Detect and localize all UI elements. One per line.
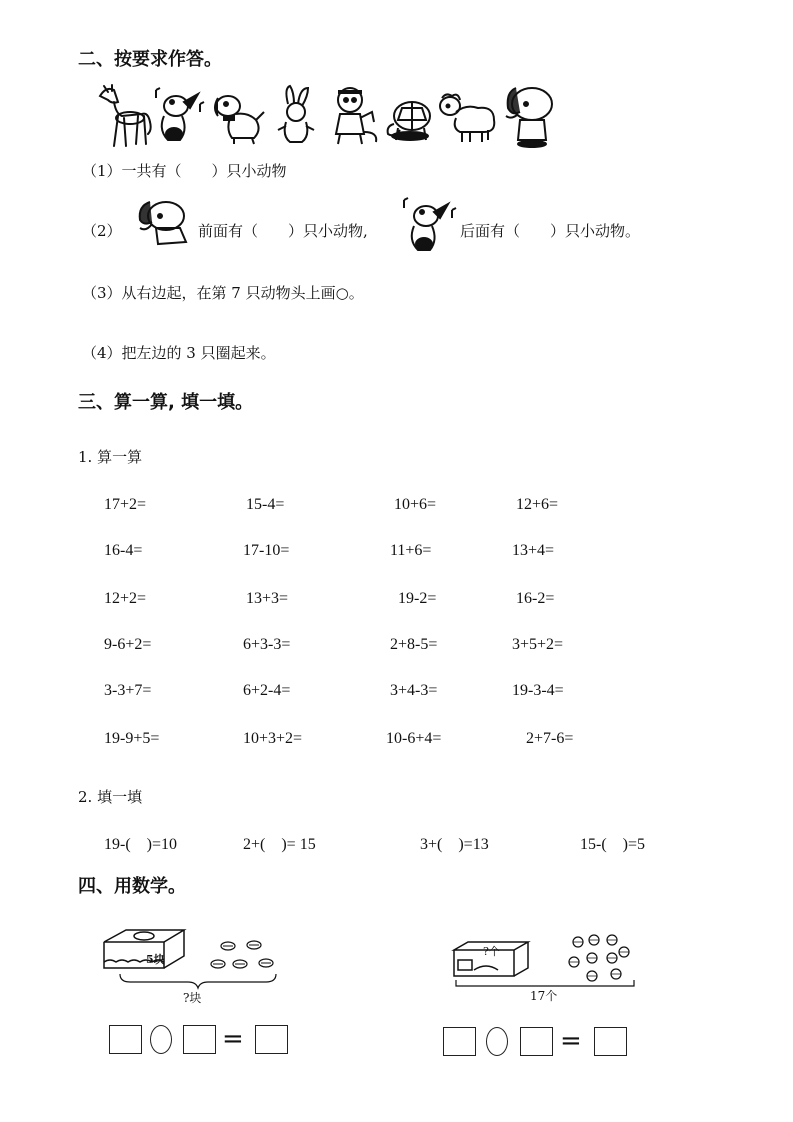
elephant-icon bbox=[502, 82, 558, 148]
equation: 3+4-3= bbox=[390, 682, 438, 699]
answer-box-1[interactable] bbox=[109, 1025, 142, 1054]
answer-box-1[interactable] bbox=[443, 1027, 476, 1056]
sheep-icon bbox=[436, 88, 500, 146]
equation: 12+6= bbox=[516, 496, 559, 513]
subsection-calculate: 1. 算一算 bbox=[78, 448, 143, 466]
equation: 3-3+7= bbox=[104, 682, 152, 699]
equation: 19-2= bbox=[398, 590, 437, 607]
answer-box-2[interactable] bbox=[520, 1027, 553, 1056]
equals-sign: = bbox=[560, 1026, 582, 1056]
dog-icon bbox=[208, 86, 268, 148]
equation: 9-6+2= bbox=[104, 636, 152, 653]
rabbit-icon bbox=[270, 84, 322, 148]
fill-equation: 2+( )= 15 bbox=[243, 836, 316, 853]
equation: 6+2-4= bbox=[243, 682, 291, 699]
equation: 10-6+4= bbox=[386, 730, 442, 747]
section4-title: 四、用数学。 bbox=[78, 876, 186, 897]
equation: 2+8-5= bbox=[390, 636, 438, 653]
equation: 2+7-6= bbox=[526, 730, 574, 747]
equation: 12+2= bbox=[104, 590, 147, 607]
answer-box-result[interactable] bbox=[594, 1027, 627, 1056]
monkey-icon bbox=[324, 82, 382, 148]
answer-box-result[interactable] bbox=[255, 1025, 288, 1054]
singing-bird-icon bbox=[150, 84, 208, 148]
equation: 17+2= bbox=[104, 496, 147, 513]
equation: 19-3-4= bbox=[512, 682, 564, 699]
section2-title: 二、按要求作答。 bbox=[78, 49, 222, 70]
question-1: （1）一共有（ ）只小动物 bbox=[82, 162, 287, 180]
subsection-fill: 2. 填一填 bbox=[78, 788, 143, 806]
question-4: （4）把左边的 3 只圈起来。 bbox=[82, 344, 276, 362]
question-3: （3）从右边起，在第 7 只动物头上画○。 bbox=[82, 284, 364, 302]
equation: 10+6= bbox=[394, 496, 437, 513]
equals-sign: = bbox=[222, 1024, 244, 1054]
fill-equation: 19-( )=10 bbox=[104, 836, 178, 853]
equation: 6+3-3= bbox=[243, 636, 291, 653]
equation: 17-10= bbox=[243, 542, 290, 559]
answer-box-2[interactable] bbox=[183, 1025, 216, 1054]
turtle-icon bbox=[384, 94, 436, 146]
equation: 19-9+5= bbox=[104, 730, 160, 747]
question-2-number: （2） bbox=[82, 222, 122, 240]
equation: 16-4= bbox=[104, 542, 143, 559]
brace-icon bbox=[118, 972, 278, 988]
equation: 16-2= bbox=[516, 590, 555, 607]
horse-icon bbox=[92, 82, 154, 150]
box-label: 5块 bbox=[146, 953, 165, 966]
equation: 11+6= bbox=[390, 542, 432, 559]
operator-circle[interactable] bbox=[150, 1025, 172, 1054]
equation: 3+5+2= bbox=[512, 636, 564, 653]
box-label: ?个 bbox=[483, 945, 500, 958]
section3-title: 三、算一算, 填一填。 bbox=[78, 392, 254, 413]
cookies-icon bbox=[210, 938, 276, 972]
equation: 10+3+2= bbox=[243, 730, 303, 747]
singing-bird-icon bbox=[398, 196, 460, 256]
balls-icon bbox=[566, 934, 634, 984]
brace-label: 17个 bbox=[530, 989, 558, 1003]
operator-circle[interactable] bbox=[486, 1027, 508, 1056]
question-2-back-text: 后面有（ ）只小动物。 bbox=[460, 222, 641, 240]
brace-label: ?块 bbox=[183, 991, 202, 1005]
elephant-icon bbox=[136, 198, 196, 248]
question-2-front-text: 前面有（ ）只小动物, bbox=[198, 222, 368, 240]
equation: 13+3= bbox=[246, 590, 289, 607]
equation: 13+4= bbox=[512, 542, 555, 559]
fill-equation: 3+( )=13 bbox=[420, 836, 489, 853]
equation: 15-4= bbox=[246, 496, 285, 513]
cake-box-icon bbox=[102, 928, 186, 974]
fill-equation: 15-( )=5 bbox=[580, 836, 646, 853]
